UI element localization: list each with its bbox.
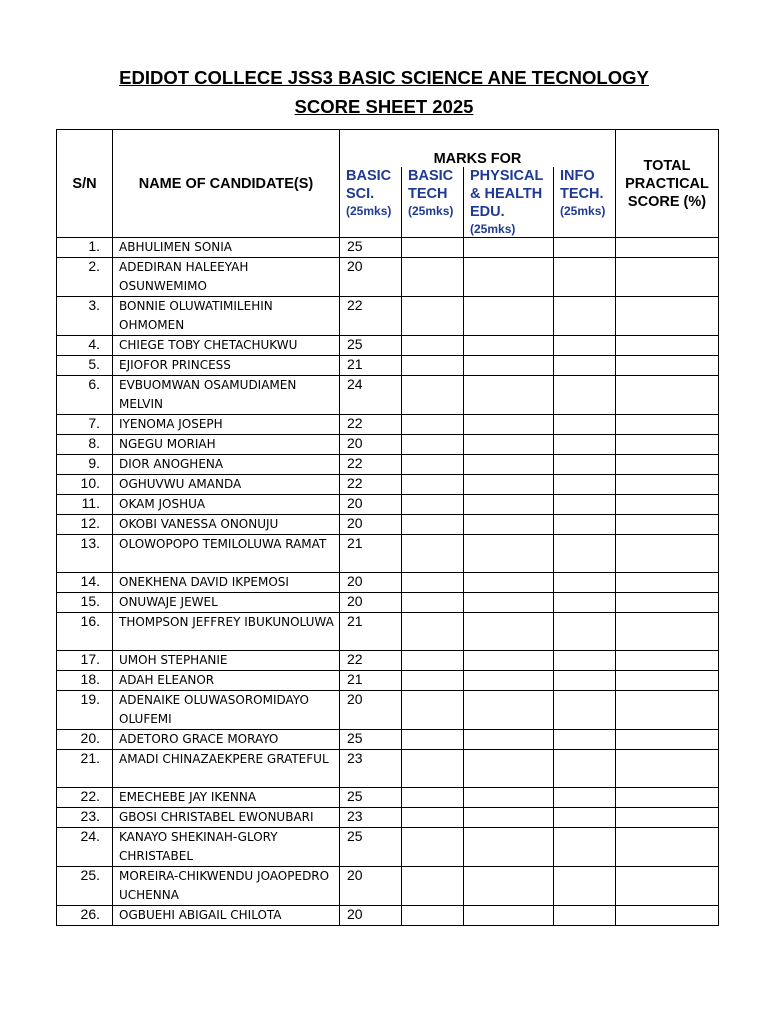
table-row bbox=[57, 750, 719, 788]
sn-cell: 11. bbox=[57, 495, 113, 515]
table-row bbox=[57, 788, 719, 808]
sn-cell: 22. bbox=[57, 788, 113, 808]
candidate-name: UMOH STEPHANIE bbox=[113, 651, 340, 671]
table-row bbox=[57, 455, 719, 475]
candidate-name: ABHULIMEN SONIA bbox=[113, 238, 340, 258]
sn-cell: 24. bbox=[57, 828, 113, 867]
total-cell bbox=[616, 730, 719, 750]
table-row bbox=[57, 691, 719, 730]
basic-sci-score: 20 bbox=[340, 593, 402, 613]
sn-cell: 8. bbox=[57, 435, 113, 455]
table-row bbox=[57, 258, 719, 297]
candidate-name: EMECHEBE JAY IKENNA bbox=[113, 788, 340, 808]
candidate-name: ADETORO GRACE MORAYO bbox=[113, 730, 340, 750]
candidate-name: ONUWAJE JEWEL bbox=[113, 593, 340, 613]
total-cell bbox=[616, 750, 719, 788]
phe-cell bbox=[464, 691, 554, 730]
basic-sci-score: 20 bbox=[340, 691, 402, 730]
info-tech-cell bbox=[554, 593, 616, 613]
total-cell bbox=[616, 535, 719, 573]
basic-tech-cell bbox=[402, 593, 464, 613]
header-total bbox=[616, 130, 719, 238]
info-tech-cell bbox=[554, 455, 616, 475]
info-tech-cell bbox=[554, 613, 616, 651]
phe-cell bbox=[464, 573, 554, 593]
header-info-tech-line-1: INFO bbox=[560, 168, 595, 184]
sn-cell: 2. bbox=[57, 258, 113, 297]
sn-cell: 14. bbox=[57, 573, 113, 593]
total-cell bbox=[616, 867, 719, 906]
basic-tech-cell bbox=[402, 475, 464, 495]
header-basic-sci bbox=[340, 167, 402, 238]
header-total-line-1: TOTAL bbox=[643, 157, 691, 174]
total-cell bbox=[616, 593, 719, 613]
table-row bbox=[57, 336, 719, 356]
basic-sci-score: 25 bbox=[340, 238, 402, 258]
phe-cell bbox=[464, 750, 554, 788]
total-cell bbox=[616, 455, 719, 475]
info-tech-cell bbox=[554, 651, 616, 671]
basic-sci-score: 21 bbox=[340, 535, 402, 573]
basic-tech-cell bbox=[402, 455, 464, 475]
total-cell bbox=[616, 475, 719, 495]
header-info-tech-line-2: TECH. bbox=[560, 186, 604, 202]
info-tech-cell bbox=[554, 475, 616, 495]
basic-tech-cell bbox=[402, 297, 464, 336]
info-tech-cell bbox=[554, 376, 616, 415]
basic-tech-cell bbox=[402, 258, 464, 297]
basic-sci-score: 20 bbox=[340, 435, 402, 455]
sn-cell: 3. bbox=[57, 297, 113, 336]
info-tech-cell bbox=[554, 495, 616, 515]
basic-sci-score: 21 bbox=[340, 671, 402, 691]
header-phe-line-3: EDU. bbox=[470, 204, 505, 220]
sn-cell: 16. bbox=[57, 613, 113, 651]
basic-sci-score: 24 bbox=[340, 376, 402, 415]
basic-sci-score: 25 bbox=[340, 828, 402, 867]
sn-cell: 7. bbox=[57, 415, 113, 435]
basic-tech-cell bbox=[402, 730, 464, 750]
score-table bbox=[56, 129, 719, 926]
sheet-title bbox=[0, 63, 768, 121]
candidate-name: CHIEGE TOBY CHETACHUKWU bbox=[113, 336, 340, 356]
info-tech-cell bbox=[554, 535, 616, 573]
header-name: NAME OF CANDIDATE(S) bbox=[113, 130, 340, 238]
basic-tech-cell bbox=[402, 573, 464, 593]
sn-cell: 15. bbox=[57, 593, 113, 613]
info-tech-cell bbox=[554, 750, 616, 788]
basic-sci-score: 23 bbox=[340, 750, 402, 788]
header-basic-sci-line-2: SCI. bbox=[346, 186, 375, 202]
header-phe-line-1: PHYSICAL bbox=[470, 168, 544, 184]
header-basic-tech-line-1: BASIC bbox=[408, 168, 454, 184]
info-tech-cell bbox=[554, 788, 616, 808]
candidate-name: MOREIRA-CHIKWENDU JOAOPEDRO UCHENNA bbox=[113, 867, 340, 906]
basic-tech-cell bbox=[402, 613, 464, 651]
header-basic-tech bbox=[402, 167, 464, 238]
table-row bbox=[57, 867, 719, 906]
sn-cell: 18. bbox=[57, 671, 113, 691]
info-tech-cell bbox=[554, 415, 616, 435]
header-basic-sci-mks: (25mks) bbox=[346, 204, 392, 218]
total-cell bbox=[616, 906, 719, 926]
candidate-name: GBOSI CHRISTABEL EWONUBARI bbox=[113, 808, 340, 828]
table-row bbox=[57, 515, 719, 535]
total-cell bbox=[616, 238, 719, 258]
basic-sci-score: 22 bbox=[340, 455, 402, 475]
basic-sci-score: 20 bbox=[340, 258, 402, 297]
table-row bbox=[57, 356, 719, 376]
table-row bbox=[57, 573, 719, 593]
table-row bbox=[57, 593, 719, 613]
phe-cell bbox=[464, 376, 554, 415]
header-info-tech-mks: (25mks) bbox=[560, 204, 606, 218]
phe-cell bbox=[464, 495, 554, 515]
basic-sci-score: 25 bbox=[340, 788, 402, 808]
basic-tech-cell bbox=[402, 336, 464, 356]
basic-sci-score: 25 bbox=[340, 730, 402, 750]
sn-cell: 12. bbox=[57, 515, 113, 535]
basic-sci-score: 20 bbox=[340, 573, 402, 593]
table-row bbox=[57, 435, 719, 455]
info-tech-cell bbox=[554, 828, 616, 867]
info-tech-cell bbox=[554, 336, 616, 356]
sn-cell: 23. bbox=[57, 808, 113, 828]
phe-cell bbox=[464, 651, 554, 671]
info-tech-cell bbox=[554, 808, 616, 828]
candidate-name: ADEDIRAN HALEEYAH OSUNWEMIMO bbox=[113, 258, 340, 297]
phe-cell bbox=[464, 613, 554, 651]
candidate-name: EJIOFOR PRINCESS bbox=[113, 356, 340, 376]
basic-sci-score: 22 bbox=[340, 297, 402, 336]
header-phe bbox=[464, 167, 554, 238]
sn-cell: 13. bbox=[57, 535, 113, 573]
basic-tech-cell bbox=[402, 535, 464, 573]
header-total-line-3: SCORE (%) bbox=[627, 193, 707, 210]
basic-sci-score: 20 bbox=[340, 867, 402, 906]
sn-cell: 21. bbox=[57, 750, 113, 788]
table-row bbox=[57, 671, 719, 691]
info-tech-cell bbox=[554, 435, 616, 455]
basic-tech-cell bbox=[402, 495, 464, 515]
total-cell bbox=[616, 691, 719, 730]
table-row bbox=[57, 495, 719, 515]
sn-cell: 19. bbox=[57, 691, 113, 730]
basic-tech-cell bbox=[402, 867, 464, 906]
total-cell bbox=[616, 808, 719, 828]
phe-cell bbox=[464, 730, 554, 750]
table-row bbox=[57, 415, 719, 435]
candidate-name: KANAYO SHEKINAH-GLORY CHRISTABEL bbox=[113, 828, 340, 867]
table-row bbox=[57, 613, 719, 651]
total-cell bbox=[616, 573, 719, 593]
phe-cell bbox=[464, 336, 554, 356]
total-cell bbox=[616, 258, 719, 297]
basic-sci-score: 21 bbox=[340, 613, 402, 651]
header-phe-line-2: & HEALTH bbox=[470, 186, 543, 202]
table-row bbox=[57, 651, 719, 671]
candidate-name: OLOWOPOPO TEMILOLUWA RAMAT bbox=[113, 535, 340, 573]
total-cell bbox=[616, 336, 719, 356]
basic-sci-score: 25 bbox=[340, 336, 402, 356]
table-row bbox=[57, 376, 719, 415]
basic-tech-cell bbox=[402, 238, 464, 258]
total-cell bbox=[616, 435, 719, 455]
candidate-name: EVBUOMWAN OSAMUDIAMEN MELVIN bbox=[113, 376, 340, 415]
phe-cell bbox=[464, 238, 554, 258]
phe-cell bbox=[464, 356, 554, 376]
info-tech-cell bbox=[554, 730, 616, 750]
header-marks-for: MARKS FOR bbox=[340, 130, 616, 168]
basic-tech-cell bbox=[402, 356, 464, 376]
basic-tech-cell bbox=[402, 691, 464, 730]
phe-cell bbox=[464, 593, 554, 613]
info-tech-cell bbox=[554, 906, 616, 926]
sn-cell: 25. bbox=[57, 867, 113, 906]
phe-cell bbox=[464, 475, 554, 495]
total-cell bbox=[616, 356, 719, 376]
info-tech-cell bbox=[554, 691, 616, 730]
basic-tech-cell bbox=[402, 515, 464, 535]
candidate-name: NGEGU MORIAH bbox=[113, 435, 340, 455]
table-row bbox=[57, 808, 719, 828]
basic-tech-cell bbox=[402, 415, 464, 435]
basic-tech-cell bbox=[402, 750, 464, 788]
total-cell bbox=[616, 515, 719, 535]
basic-tech-cell bbox=[402, 435, 464, 455]
sn-cell: 1. bbox=[57, 238, 113, 258]
phe-cell bbox=[464, 808, 554, 828]
info-tech-cell bbox=[554, 573, 616, 593]
basic-tech-cell bbox=[402, 906, 464, 926]
table-row bbox=[57, 730, 719, 750]
sn-cell: 9. bbox=[57, 455, 113, 475]
table-row bbox=[57, 238, 719, 258]
candidate-name: THOMPSON JEFFREY IBUKUNOLUWA bbox=[113, 613, 340, 651]
candidate-name: BONNIE OLUWATIMILEHIN OHMOMEN bbox=[113, 297, 340, 336]
sn-cell: 5. bbox=[57, 356, 113, 376]
basic-tech-cell bbox=[402, 671, 464, 691]
total-cell bbox=[616, 788, 719, 808]
candidate-name: OGBUEHI ABIGAIL CHILOTA bbox=[113, 906, 340, 926]
total-cell bbox=[616, 297, 719, 336]
basic-tech-cell bbox=[402, 828, 464, 867]
basic-tech-cell bbox=[402, 788, 464, 808]
header-basic-tech-line-2: TECH bbox=[408, 186, 448, 202]
basic-sci-score: 20 bbox=[340, 495, 402, 515]
header-basic-tech-mks: (25mks) bbox=[408, 204, 454, 218]
sn-cell: 6. bbox=[57, 376, 113, 415]
basic-sci-score: 22 bbox=[340, 651, 402, 671]
phe-cell bbox=[464, 867, 554, 906]
info-tech-cell bbox=[554, 238, 616, 258]
table-row bbox=[57, 475, 719, 495]
header-phe-mks: (25mks) bbox=[470, 222, 516, 236]
phe-cell bbox=[464, 671, 554, 691]
total-cell bbox=[616, 376, 719, 415]
basic-sci-score: 21 bbox=[340, 356, 402, 376]
candidate-rows bbox=[57, 238, 719, 926]
phe-cell bbox=[464, 788, 554, 808]
phe-cell bbox=[464, 435, 554, 455]
candidate-name: ONEKHENA DAVID IKPEMOSI bbox=[113, 573, 340, 593]
table-row bbox=[57, 828, 719, 867]
basic-sci-score: 20 bbox=[340, 906, 402, 926]
phe-cell bbox=[464, 828, 554, 867]
total-cell bbox=[616, 671, 719, 691]
header-info-tech bbox=[554, 167, 616, 238]
table-row bbox=[57, 535, 719, 573]
phe-cell bbox=[464, 297, 554, 336]
basic-sci-score: 22 bbox=[340, 475, 402, 495]
total-cell bbox=[616, 415, 719, 435]
info-tech-cell bbox=[554, 297, 616, 336]
info-tech-cell bbox=[554, 515, 616, 535]
table-row bbox=[57, 297, 719, 336]
phe-cell bbox=[464, 515, 554, 535]
sn-cell: 20. bbox=[57, 730, 113, 750]
candidate-name: ADENAIKE OLUWASOROMIDAYO OLUFEMI bbox=[113, 691, 340, 730]
sn-cell: 4. bbox=[57, 336, 113, 356]
total-cell bbox=[616, 828, 719, 867]
info-tech-cell bbox=[554, 258, 616, 297]
header-basic-sci-line-1: BASIC bbox=[346, 168, 392, 184]
phe-cell bbox=[464, 535, 554, 573]
info-tech-cell bbox=[554, 867, 616, 906]
sn-cell: 26. bbox=[57, 906, 113, 926]
info-tech-cell bbox=[554, 356, 616, 376]
title-line-1: EDIDOT COLLECE JSS3 BASIC SCIENCE ANE TECNOLOGY bbox=[119, 67, 649, 88]
title-line-2: SCORE SHEET 2025 bbox=[294, 96, 474, 117]
basic-sci-score: 22 bbox=[340, 415, 402, 435]
candidate-name: OKAM JOSHUA bbox=[113, 495, 340, 515]
basic-sci-score: 23 bbox=[340, 808, 402, 828]
table-row bbox=[57, 906, 719, 926]
candidate-name: ADAH ELEANOR bbox=[113, 671, 340, 691]
total-cell bbox=[616, 495, 719, 515]
total-cell bbox=[616, 613, 719, 651]
header-total-line-2: PRACTICAL bbox=[625, 175, 709, 192]
header-sn: S/N bbox=[57, 130, 113, 238]
basic-tech-cell bbox=[402, 651, 464, 671]
candidate-name: OKOBI VANESSA ONONUJU bbox=[113, 515, 340, 535]
phe-cell bbox=[464, 455, 554, 475]
sn-cell: 10. bbox=[57, 475, 113, 495]
total-cell bbox=[616, 651, 719, 671]
basic-tech-cell bbox=[402, 376, 464, 415]
basic-sci-score: 20 bbox=[340, 515, 402, 535]
phe-cell bbox=[464, 258, 554, 297]
candidate-name: IYENOMA JOSEPH bbox=[113, 415, 340, 435]
candidate-name: OGHUVWU AMANDA bbox=[113, 475, 340, 495]
candidate-name: AMADI CHINAZAEKPERE GRATEFUL bbox=[113, 750, 340, 788]
info-tech-cell bbox=[554, 671, 616, 691]
sn-cell: 17. bbox=[57, 651, 113, 671]
basic-tech-cell bbox=[402, 808, 464, 828]
candidate-name: DIOR ANOGHENA bbox=[113, 455, 340, 475]
phe-cell bbox=[464, 415, 554, 435]
phe-cell bbox=[464, 906, 554, 926]
